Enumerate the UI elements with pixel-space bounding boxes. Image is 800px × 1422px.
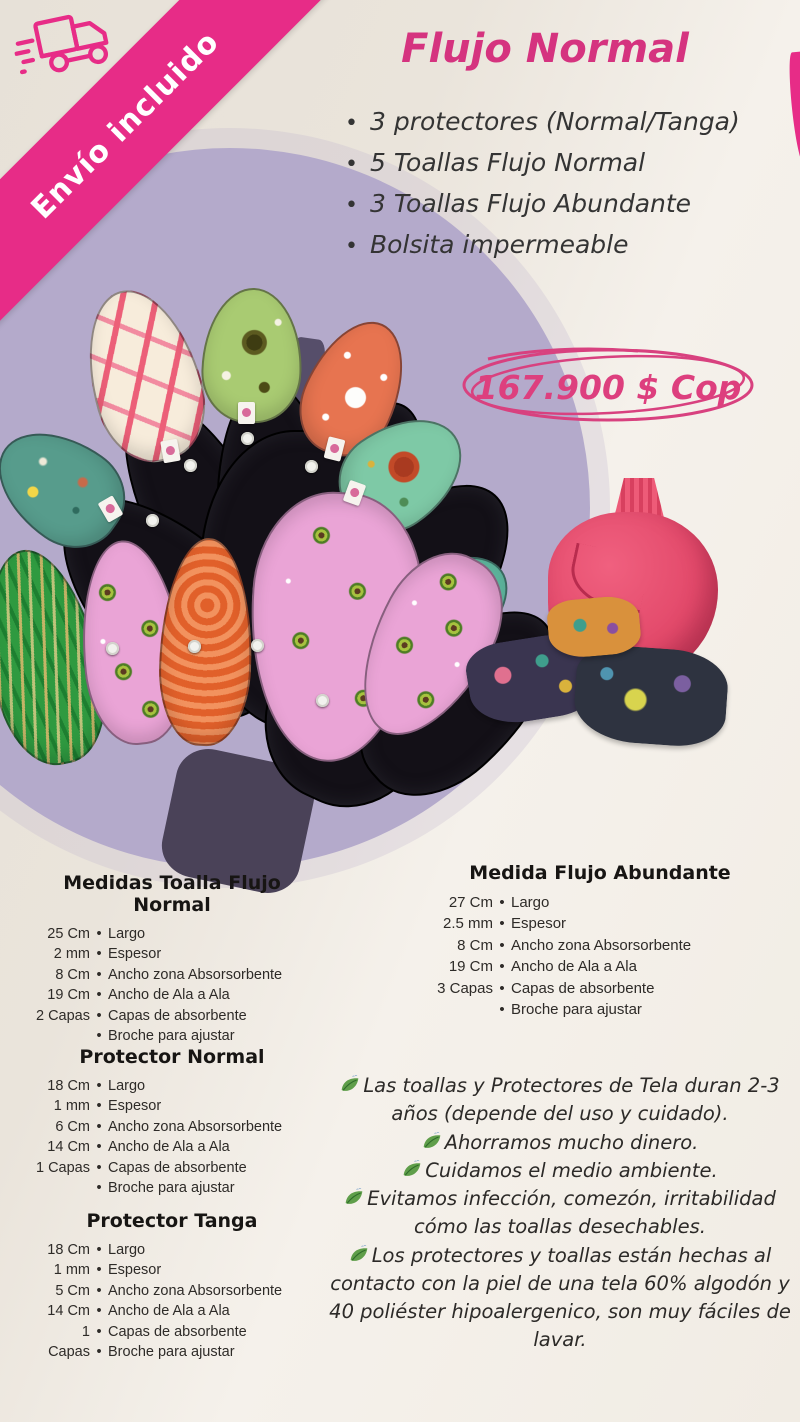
measure-value: 3 Capas [437,979,493,997]
measure-label: Ancho zona Absorsorbente [511,936,692,954]
measure-row [22,1260,322,1280]
measure-value: 1 mm [53,1262,90,1279]
folded-pad [546,594,643,660]
measure-value: 6 Cm [55,1118,90,1135]
measure-rows [415,892,785,1020]
section-heading: Protector Tanga [86,1210,258,1232]
snap-button [106,642,119,655]
measure-value: 14 Cm [47,1303,90,1320]
benefit-text: Evitamos infección, comezón, irritabilidad cómo las toallas desechables. [367,1187,776,1239]
section-flujo-abundante [415,862,785,1020]
measure-value: 2 mm [53,946,90,963]
measure-label: Espesor [108,1262,162,1279]
measure-label: Espesor [108,946,162,963]
measure-label: Espesor [511,915,567,933]
section-heading: Protector Normal [79,1046,265,1068]
bullet-dot [90,1178,108,1198]
measure-row [22,1096,322,1116]
measure-label: Broche para ajustar [511,1001,642,1019]
measure-row [22,1322,322,1342]
measure-row [22,944,322,964]
leaf-icon [349,1245,369,1265]
measure-label: Broche para ajustar [108,1344,235,1361]
leaf-icon [402,1160,422,1180]
measure-label: Broche para ajustar [108,1180,235,1197]
leaf-icon [344,1188,364,1208]
measure-row [22,1342,322,1362]
measure-row [415,913,785,934]
measure-row [22,1026,322,1046]
kit-contents-item: • Bolsita impermeable [345,225,790,266]
measure-value [22,1026,90,1046]
measure-label: Ancho de Ala a Ala [511,958,637,976]
measure-row [22,1117,322,1137]
measure-label: Capas de absorbente [108,1007,247,1024]
bullet-dot [493,913,511,934]
measure-label: Largo [108,926,146,942]
measure-rows [22,924,322,1046]
bullet-dot [90,1006,108,1026]
measure-value: 2 Capas [35,1007,90,1024]
bullet-dot [493,999,511,1020]
section-toalla-flujo-normal [22,872,322,1046]
measure-label: Ancho zona Absorsorbente [108,966,283,983]
measure-row [22,1281,322,1301]
measure-row [22,1076,322,1096]
benefit-text: Ahorramos mucho dinero. [444,1130,699,1154]
measure-row [415,956,785,977]
measure-row [22,1158,322,1178]
benefit-item [325,1185,795,1242]
measure-row [22,965,322,985]
measure-value: 18 Cm [47,1078,90,1094]
bullet-dot [90,1240,108,1260]
measure-value: 1 mm [53,1098,90,1115]
measure-label: Ancho de Ala a Ala [108,1139,230,1156]
measure-row [415,999,785,1020]
bullet-dot [90,965,108,985]
measure-label: Ancho de Ala a Ala [108,987,230,1004]
measure-row [22,1006,322,1026]
brand-tag [160,439,181,464]
measure-label: Capas de absorbente [511,979,655,997]
brand-tag [238,402,255,424]
bullet-dot [493,892,511,913]
bullet-dot [90,1096,108,1116]
measure-row [415,978,785,999]
measure-value: 19 Cm [47,987,90,1004]
measure-row [22,1178,322,1198]
measure-row [22,1301,322,1321]
price-badge [458,343,758,427]
leaf-icon [340,1075,360,1095]
bullet-dot [90,1137,108,1157]
measure-row [22,985,322,1005]
measure-value: 1 [81,1323,90,1340]
measure-value [415,999,493,1020]
measure-label: Broche para ajustar [108,1028,235,1045]
measure-value: 19 Cm [448,958,493,976]
snap-button [241,432,254,445]
measure-label: Largo [108,1078,146,1094]
measure-value: 1 Capas [35,1159,90,1176]
page-title: Flujo Normal [401,26,689,72]
benefits-list [325,1072,795,1355]
measure-value: 2.5 mm [442,915,493,933]
bullet-dot [90,1260,108,1280]
measure-value: 25 Cm [47,926,90,942]
measure-value: 27 Cm [448,894,493,911]
measure-rows [22,1240,322,1362]
snap-button [251,639,264,652]
measure-value: 5 Cm [55,1282,90,1299]
bullet-dot [90,1301,108,1321]
measure-rows [22,1076,322,1198]
snap-button [188,640,201,653]
measure-value [22,1178,90,1198]
section-protector-tanga [22,1210,322,1362]
price-amount: 167.900 $ Cop [474,367,742,407]
bullet-dot [90,1026,108,1046]
bullet-dot [90,924,108,944]
measure-label: Largo [511,894,550,911]
benefit-item [325,1072,795,1129]
measure-value: 14 Cm [47,1139,90,1156]
measure-value: Capas [48,1344,90,1361]
measure-label: Largo [108,1242,146,1258]
folded-pad [572,643,730,749]
kit-contents-list [345,102,790,266]
measure-label: Capas de absorbente [108,1159,247,1176]
bullet-dot [90,1281,108,1301]
kit-contents-item: • 3 Toallas Flujo Abundante [345,184,790,225]
shipping-ribbon-label: Envío incluido [24,24,226,226]
bullet-dot [90,1158,108,1178]
measure-label: Ancho zona Absorsorbente [108,1282,283,1299]
leaf-icon [422,1132,442,1152]
measure-label: Espesor [108,1098,162,1115]
bullet-dot [90,985,108,1005]
benefit-item [325,1242,795,1355]
measure-value: 8 Cm [55,966,90,983]
measure-label: Ancho zona Absorsorbente [108,1118,283,1135]
benefit-text: Cuidamos el medio ambiente. [425,1158,718,1182]
measure-row [22,924,322,944]
kit-contents-item: • 3 protectores (Normal/Tanga) [345,102,790,143]
measure-label: Ancho de Ala a Ala [108,1303,230,1320]
bullet-dot [90,1322,108,1342]
section-heading: Medida Flujo Abundante [469,862,731,884]
section-heading: Medidas Toalla Flujo Normal [63,872,281,916]
snap-button [184,459,197,472]
bullet-dot [90,1342,108,1362]
bullet-dot [493,935,511,956]
snap-button [305,460,318,473]
bullet-dot [90,1117,108,1137]
benefit-text: Las toallas y Protectores de Tela duran 2-3 años (depende del uso y cuidado). [363,1074,780,1126]
measure-row [22,1240,322,1260]
snap-button [316,694,329,707]
benefit-item [325,1157,795,1185]
snap-button [146,514,159,527]
measure-label: Capas de absorbente [108,1323,247,1340]
benefit-item [325,1129,795,1157]
bullet-dot [493,956,511,977]
measure-value: 18 Cm [47,1242,90,1258]
measure-row [22,1137,322,1157]
measure-row [415,935,785,956]
section-protector-normal [22,1046,322,1198]
measure-row [415,892,785,913]
bullet-dot [493,978,511,999]
bullet-dot [90,1076,108,1096]
benefit-text: Los protectores y toallas están hechas al contacto con la piel de una tela 60% algodón y 40 poliéster hipoalergenico, son muy fáciles de lavar. [329,1243,791,1352]
bullet-dot [90,944,108,964]
kit-contents-item: • 5 Toallas Flujo Normal [345,143,790,184]
measure-value: 8 Cm [457,936,493,954]
